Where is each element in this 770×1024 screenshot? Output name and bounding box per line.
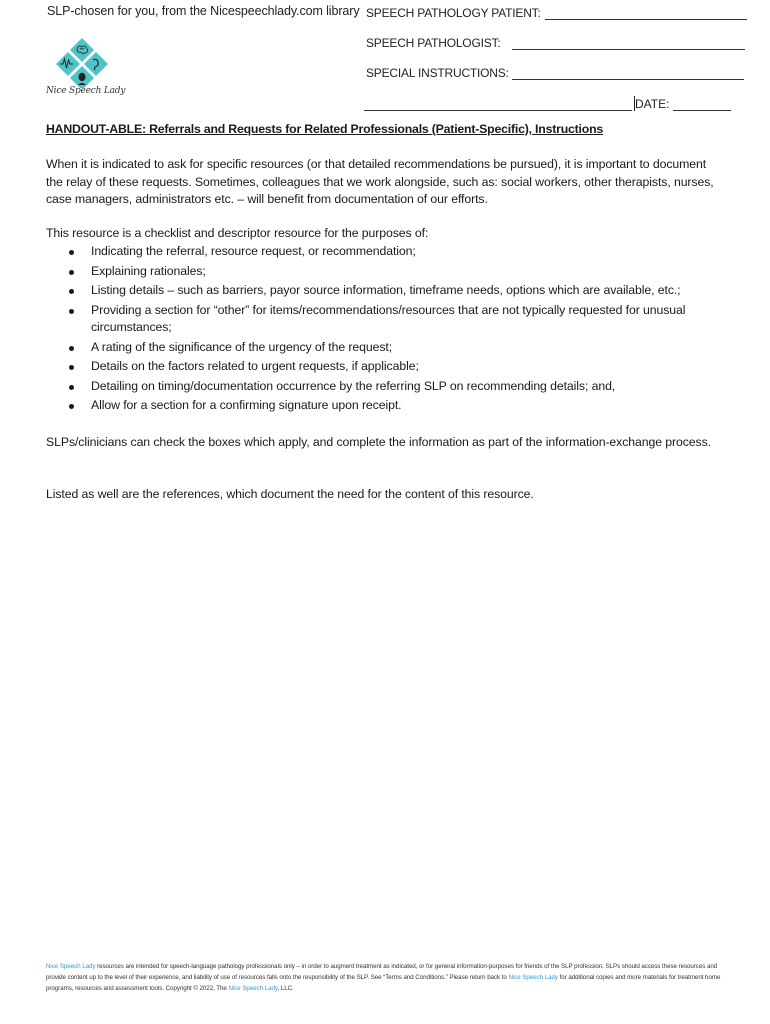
references-paragraph: Listed as well are the references, which document the need for the content of this resource. (46, 487, 534, 501)
bullet-icon (69, 365, 74, 370)
patient-field[interactable] (366, 6, 747, 20)
list-item-text: Indicating the referral, resource request, or recommendation; (91, 244, 416, 258)
pathologist-field[interactable] (366, 36, 745, 50)
list-item (46, 243, 726, 261)
document-title: HANDOUT-ABLE: Referrals and Requests for Related Professionals (Patient-Specific), Instructions (46, 122, 604, 136)
list-item (46, 282, 726, 300)
list-item (46, 302, 726, 337)
checklist-usage-paragraph: SLPs/clinicians can check the boxes which apply, and complete the information as part of the information-exchange process. (46, 435, 711, 449)
bullet-icon (69, 289, 74, 294)
list-item-text: Details on the factors related to urgent requests, if applicable; (91, 359, 419, 373)
logo-wordmark: Nice Speech Lady (46, 86, 126, 96)
list-item (46, 397, 726, 415)
pathologist-input-line[interactable] (512, 37, 745, 50)
date-label: DATE: (635, 97, 670, 111)
footer-text: , LLC. (277, 985, 294, 992)
list-item (46, 378, 726, 396)
disclaimer-footer (46, 961, 728, 994)
special-instructions-field[interactable] (366, 66, 744, 80)
list-item-text: Detailing on timing/documentation occurrence by the referring SLP on recommending details; and, (91, 378, 616, 393)
list-item-text: Explaining rationales; (91, 263, 206, 278)
brand-link[interactable]: Nice Speech Lady (508, 974, 558, 981)
list-item-text: Providing a section for “other” for items/recommendations/resources that are not typically requested for unusual circumstances; (91, 302, 686, 334)
pathologist-label: SPEECH PATHOLOGIST: (366, 36, 501, 50)
list-item-text: Listing details – such as barriers, payor source information, timeframe needs, options which are available, etc.; (91, 283, 681, 297)
list-item-text: A rating of the significance of the urgency of the request; (91, 339, 393, 354)
special-instructions-label: SPECIAL INSTRUCTIONS: (366, 66, 509, 80)
bullet-icon (69, 385, 74, 390)
bullet-icon (69, 250, 74, 255)
bullet-icon (69, 270, 74, 275)
brand-link[interactable]: Nice Speech Lady (46, 963, 96, 970)
intro-paragraph: When it is indicated to ask for specific resources (or that detailed recommendations be pursued), it is important to document the relay of these requests. Sometimes, colleagues that we work alongside, such as: social workers, other therapists, nurses, case managers, administrators etc. – will benefit from documentation of our efforts. (46, 157, 714, 206)
patient-input-line[interactable] (545, 7, 747, 20)
bullet-icon (69, 309, 74, 314)
purpose-paragraph: This resource is a checklist and descriptor resource for the purposes of: (46, 226, 429, 240)
bullet-icon (69, 346, 74, 351)
date-input-line[interactable] (673, 98, 731, 111)
list-item (46, 339, 726, 357)
special-instructions-input-line[interactable] (512, 67, 744, 80)
brand-link[interactable]: Nice Speech Lady (228, 985, 278, 992)
list-item (46, 358, 726, 376)
list-item (46, 263, 726, 281)
list-item-text: Allow for a section for a confirming signature upon receipt. (91, 398, 402, 412)
library-tagline: SLP-chosen for you, from the Nicespeechlady.com library (47, 4, 360, 18)
footer-text: resources are intended for speech-language pathology professionals only – in order to augment treatment as indicated, or for general information-purposes for friends of the SLP profession. SLPs should access these resources and provide content up to the level of their experience, and liability of use of resources falls onto the responsibility of the SLP. See “Terms and Conditions.” Please return back to (46, 963, 718, 981)
bullet-icon (69, 404, 74, 409)
patient-label: SPEECH PATHOLOGY PATIENT: (366, 6, 541, 20)
purpose-list (46, 243, 726, 417)
signature-date-row (364, 96, 731, 111)
footer-text: for additional copies and more materials for treatment home programs, resources and assessment tools. Copyright © 2022, The (46, 974, 721, 992)
signature-input-line[interactable] (364, 96, 632, 111)
